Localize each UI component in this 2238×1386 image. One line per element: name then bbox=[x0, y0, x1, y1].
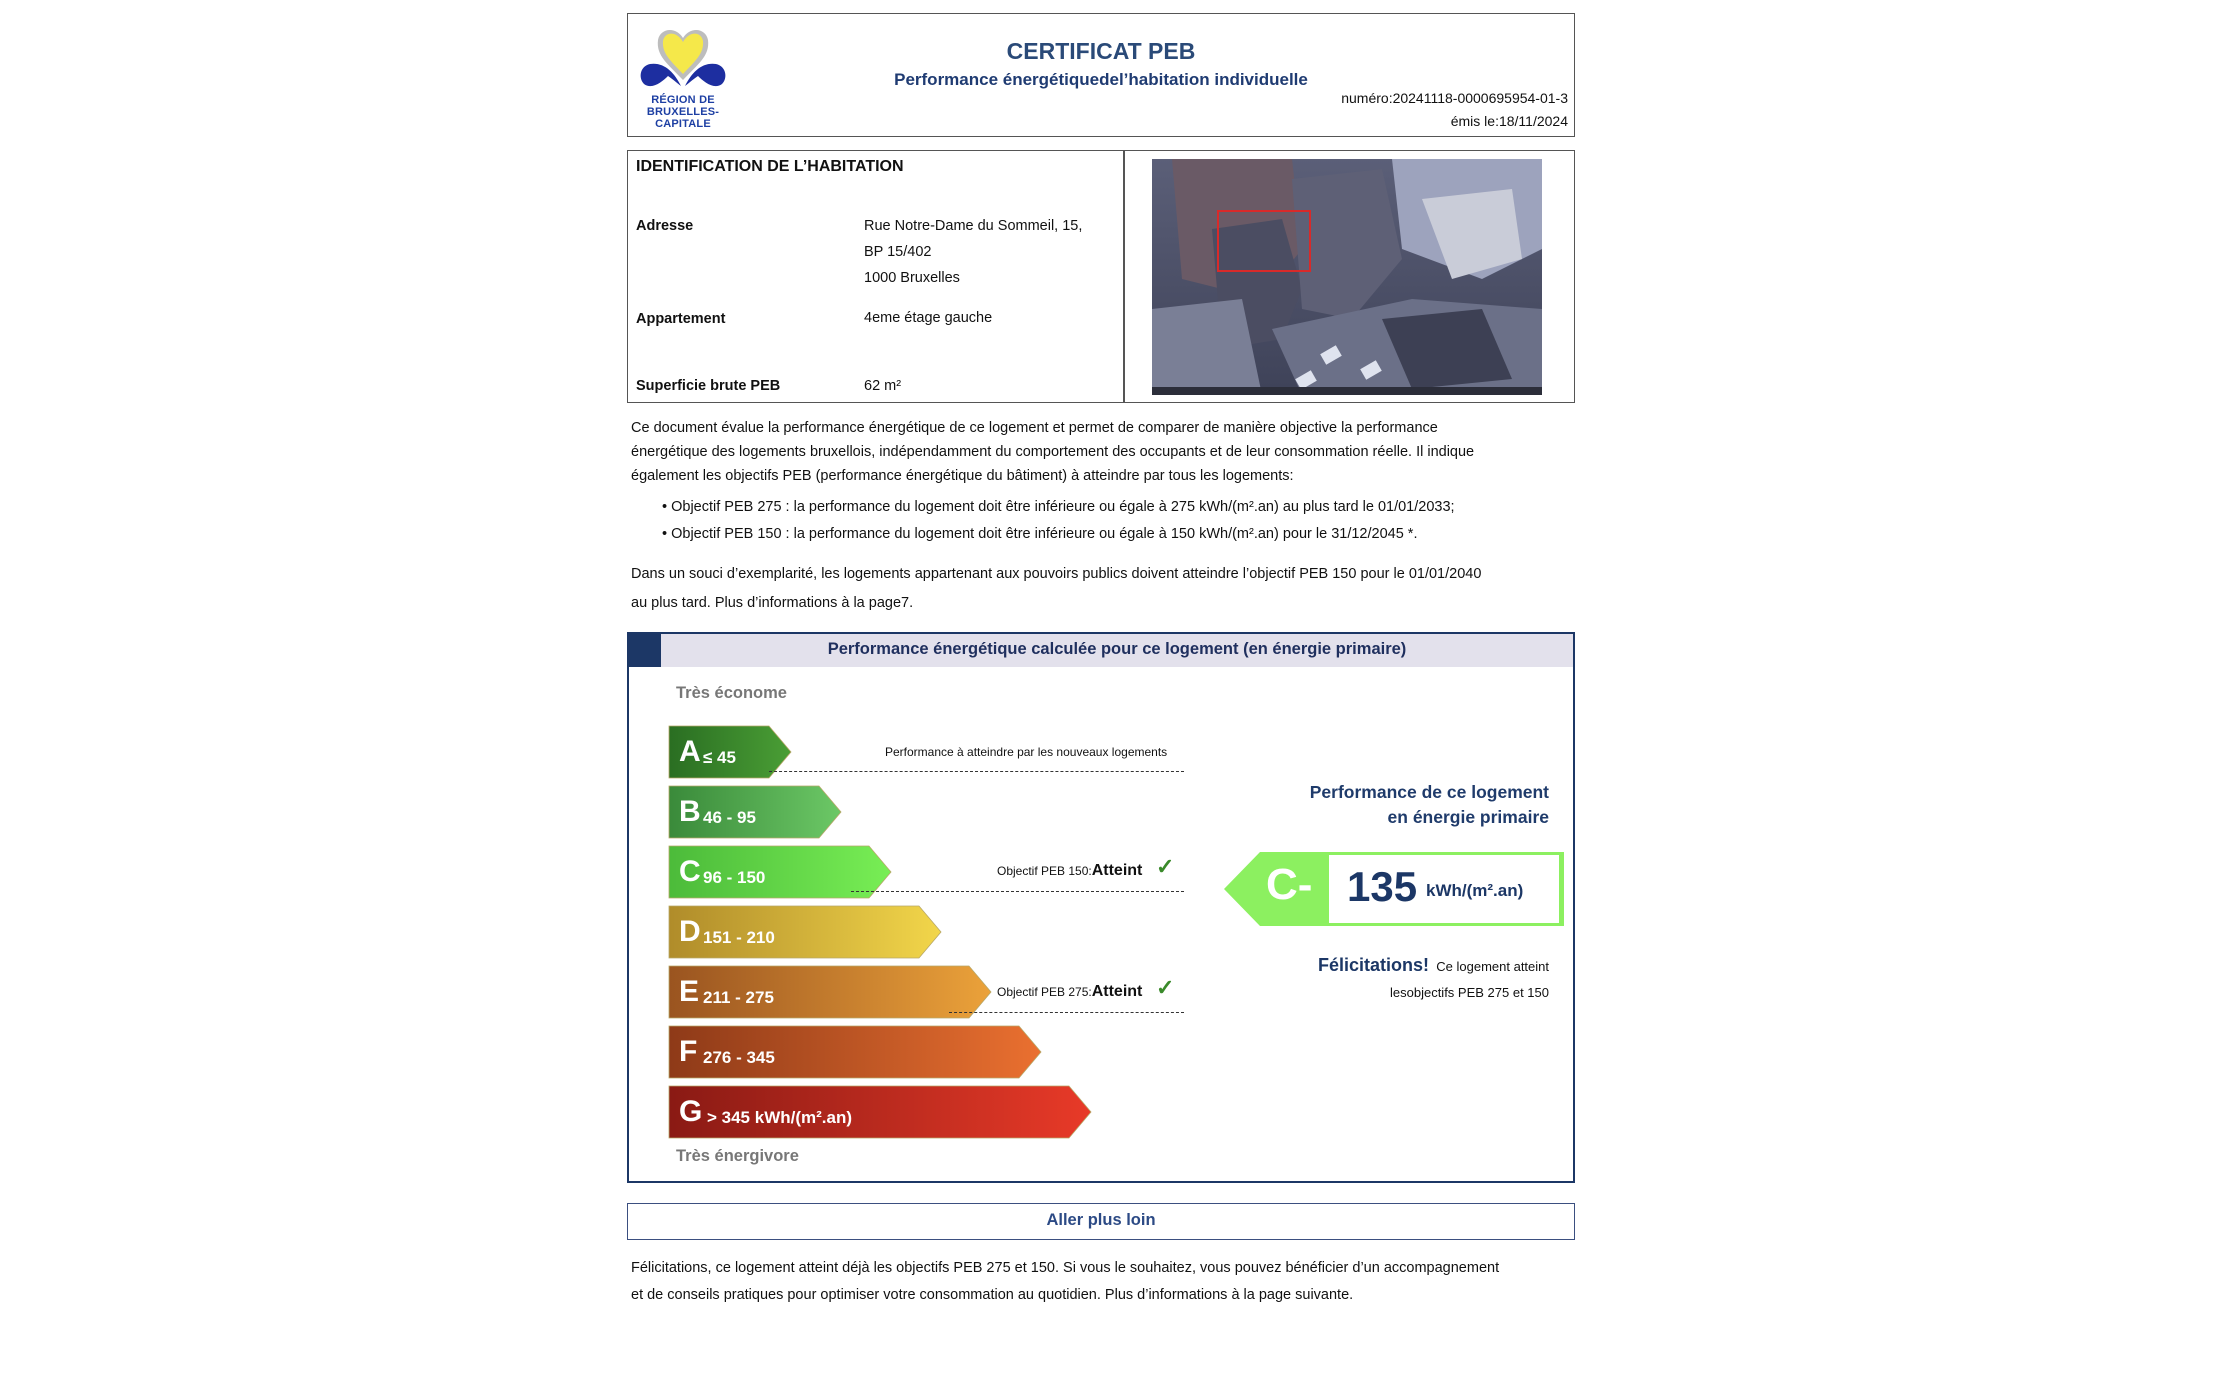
intro-paragraph: Ce document évalue la performance énergétique de ce logement et permet de comparer de manière objective la performance énergétique des logements bruxellois, indépendamment du comportement des occupants et de leur consommation réelle. Il indique également les objectifs PEB (performance énergétique du bâtiment) à atteindre par tous les logements: bbox=[631, 420, 1475, 484]
further-info-text: Félicitations, ce logement atteint déjà les objectifs PEB 275 et 150. Si vous le souhaitez, vous pouvez bénéficier d’un accompagnement et de conseils pratiques pour optimiser votre consommation au quotidien. Plus d’informations à la page suivante. bbox=[631, 1260, 1500, 1303]
panel-title: Performance énergétique calculée pour ce logement (en énergie primaire) bbox=[827, 640, 1407, 658]
band-letter: F bbox=[679, 1035, 698, 1068]
objective-275-note: Objectif PEB 275:Atteint bbox=[997, 983, 1143, 1000]
certificate-header bbox=[627, 13, 1575, 137]
energy-band-e bbox=[669, 966, 991, 1018]
checkmark-icon: ✓ bbox=[1156, 975, 1175, 1000]
band-range: 211 - 275 bbox=[703, 988, 774, 1007]
band-letter: D bbox=[679, 915, 701, 948]
energy-band-g bbox=[669, 1086, 1091, 1138]
objective-bullet: • Objectif PEB 150 : la performance du logement doit être inférieure ou égale à 150 kWh/(m².an) pour le 31/12/2045 *. bbox=[662, 526, 1418, 542]
band-letter: E bbox=[679, 975, 700, 1008]
building-photo bbox=[1152, 159, 1542, 395]
new-buildings-note: Performance à atteindre par les nouveaux logements bbox=[885, 745, 1168, 759]
issue-date: émis le:18/11/2024 bbox=[1450, 113, 1568, 129]
identification-section bbox=[627, 150, 1575, 403]
further-info-header bbox=[627, 1203, 1575, 1240]
scale-bottom-caption: Très énergivore bbox=[676, 1147, 799, 1165]
surface-value: 62 m² bbox=[864, 378, 902, 394]
new-buildings-line bbox=[769, 771, 1184, 772]
result-heading: Performance de ce logement en énergie primaire bbox=[1309, 782, 1549, 827]
band-range: ≤ 45 bbox=[703, 748, 736, 767]
surface-label: Superficie brute PEB bbox=[636, 378, 781, 394]
objective-275-line bbox=[949, 1012, 1184, 1013]
certificate-number: numéro:20241118-0000695954-01-3 bbox=[1341, 90, 1568, 106]
band-range: > 345 kWh/(m².an) bbox=[707, 1108, 853, 1127]
panel-header bbox=[629, 634, 1573, 667]
scale-top-caption: Très économe bbox=[676, 684, 787, 702]
checkmark-icon: ✓ bbox=[1156, 854, 1175, 879]
band-range: 276 - 345 bbox=[703, 1048, 775, 1067]
objective-150-note: Objectif PEB 150:Atteint bbox=[997, 862, 1143, 879]
document-subtitle: Performance énergétiquedel’habitation individuelle bbox=[894, 70, 1308, 89]
header-accent-block bbox=[629, 634, 661, 667]
rating-value-box bbox=[1329, 855, 1559, 923]
band-range: 151 - 210 bbox=[703, 928, 775, 947]
address-value: Rue Notre-Dame du Sommeil, 15, BP 15/402 1000 Bruxelles bbox=[864, 218, 1083, 286]
aerial-photo-image bbox=[1152, 159, 1542, 395]
energy-band-b bbox=[669, 786, 841, 838]
energy-band-f bbox=[669, 1026, 1041, 1078]
band-letter: C bbox=[679, 855, 701, 888]
logo-caption: RÉGION DE BRUXELLES- CAPITALE bbox=[646, 94, 720, 130]
objective-bullet: • Objectif PEB 275 : la performance du logement doit être inférieure ou égale à 275 kWh/(m².an) au plus tard le 01/01/2033; bbox=[662, 499, 1455, 515]
energy-performance-panel bbox=[627, 632, 1575, 1183]
rating-unit: kWh/(m².an) bbox=[1426, 881, 1524, 900]
address-label: Adresse bbox=[636, 218, 694, 234]
band-range: 46 - 95 bbox=[703, 808, 756, 827]
column-divider bbox=[1123, 151, 1125, 402]
rating-value: 135 bbox=[1347, 863, 1418, 910]
band-range: 96 - 150 bbox=[703, 868, 766, 887]
band-letter: A bbox=[679, 735, 701, 768]
rating-class: C- bbox=[1266, 860, 1313, 909]
congratulations-message: Félicitations! Ce logement atteint lesobjectifs PEB 275 et 150 bbox=[1318, 955, 1549, 1000]
rating-indicator bbox=[1224, 852, 1564, 926]
further-info-title: Aller plus loin bbox=[1046, 1211, 1156, 1229]
apartment-label: Appartement bbox=[636, 311, 726, 327]
section-title: IDENTIFICATION DE L’HABITATION bbox=[636, 158, 904, 175]
objective-150-line bbox=[851, 891, 1184, 892]
document-title: CERTIFICAT PEB bbox=[1006, 38, 1196, 64]
band-letter: B bbox=[679, 795, 701, 828]
energy-band-d bbox=[669, 906, 941, 958]
public-buildings-note: Dans un souci d’exemplarité, les logements appartenant aux pouvoirs publics doivent atteindre l’objectif PEB 150 pour le 01/01/2040 au plus tard. Plus d’informations à la page7. bbox=[631, 566, 1482, 611]
apartment-value: 4eme étage gauche bbox=[864, 310, 993, 326]
band-letter: G bbox=[679, 1095, 703, 1128]
